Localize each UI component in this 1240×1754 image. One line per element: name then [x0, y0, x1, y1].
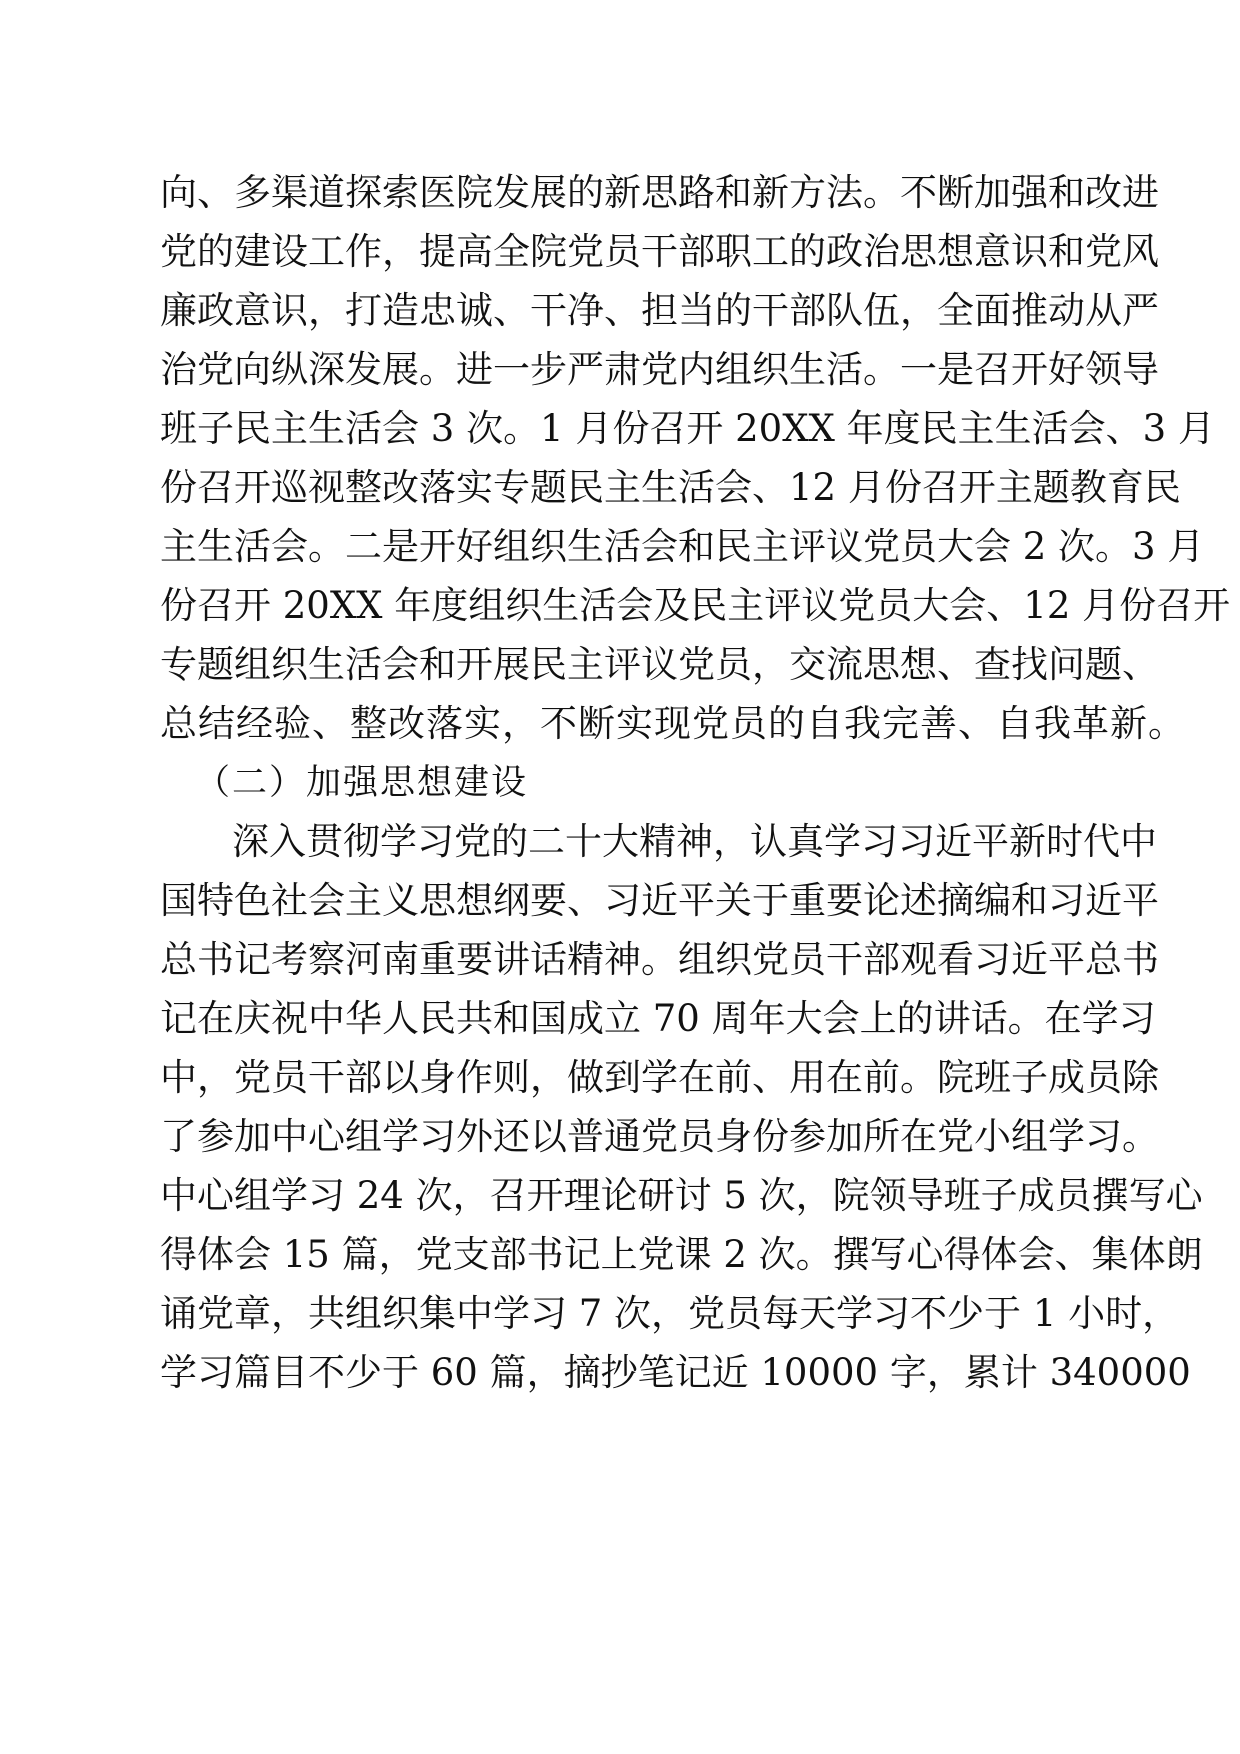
paragraph-2-line-8: 得体会 15 篇，党支部书记上党课 2 次。撰写心得体会、集体朗: [160, 1233, 1203, 1276]
paragraph-2-line-10: 学习篇目不少于 60 篇，摘抄笔记近 10000 字，累计 340000: [160, 1351, 1191, 1394]
paragraph-2-line-4: 记在庆祝中华人民共和国成立 70 周年大会上的讲话。在学习: [160, 997, 1156, 1040]
paragraph-1-line-8: 份召开 20XX 年度组织生活会及民主评议党员大会、12 月份召开: [160, 584, 1231, 627]
paragraph-2-line-6: 了参加中心组学习外还以普通党员身份参加所在党小组学习。: [160, 1115, 1159, 1158]
paragraph-2-line-3: 总书记考察河南重要讲话精神。组织党员干部观看习近平总书: [160, 938, 1159, 981]
paragraph-2-line-7: 中心组学习 24 次，召开理论研讨 5 次，院领导班子成员撰写心: [160, 1174, 1203, 1217]
paragraph-1-line-5: 班子民主生活会 3 次。1 月份召开 20XX 年度民主生活会、3 月: [160, 407, 1215, 450]
paragraph-1-line-4: 治党向纵深发展。进一步严肃党内组织生活。一是召开好领导: [160, 348, 1159, 391]
paragraph-1-line-3: 廉政意识，打造忠诚、干净、担当的干部队伍，全面推动从严: [160, 289, 1159, 332]
paragraph-1-line-7: 主生活会。二是开好组织生活会和民主评议党员大会 2 次。3 月: [160, 525, 1205, 568]
paragraph-1-line-1: 向、多渠道探索医院发展的新思路和新方法。不断加强和改进: [160, 171, 1159, 214]
paragraph-2-line-5: 中，党员干部以身作则，做到学在前、用在前。院班子成员除: [160, 1056, 1159, 1099]
paragraph-1-line-9: 专题组织生活会和开展民主评议党员，交流思想、查找问题、: [160, 643, 1159, 686]
paragraph-2-line-1: 深入贯彻学习党的二十大精神，认真学习习近平新时代中: [232, 820, 1157, 863]
paragraph-1-line-6: 份召开巡视整改落实专题民主生活会、12 月份召开主题教育民: [160, 466, 1181, 509]
paragraph-1-line-10: 总结经验、整改落实，不断实现党员的自我完善、自我革新。: [160, 702, 1186, 745]
section-heading: （二）加强思想建设: [195, 763, 529, 803]
paragraph-2-line-2: 国特色社会主义思想纲要、习近平关于重要论述摘编和习近平: [160, 879, 1159, 922]
paragraph-2-line-9: 诵党章，共组织集中学习 7 次，党员每天学习不少于 1 小时，: [160, 1292, 1180, 1335]
paragraph-1-line-2: 党的建设工作，提高全院党员干部职工的政治思想意识和党风: [160, 230, 1159, 273]
